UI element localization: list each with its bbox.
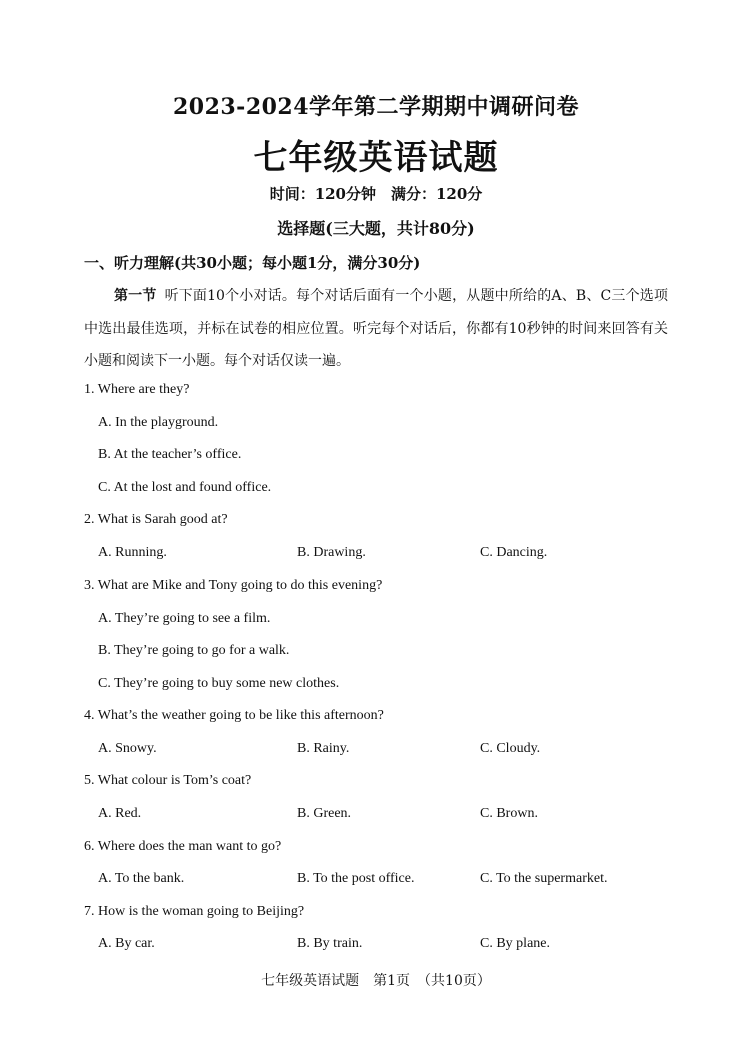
q6-option-a: A. To the bank. <box>98 871 185 886</box>
q5-option-b: B. Green. <box>297 806 352 821</box>
q7-option-b: B. By train. <box>297 936 363 951</box>
q3-option-a: A. They’re going to see a film. <box>98 611 271 626</box>
q1-option-a: A. In the playground. <box>98 415 219 430</box>
question-5: 5. What colour is Tom’s coat? <box>84 773 252 788</box>
q3-option-b: B. They’re going to go for a walk. <box>98 643 290 658</box>
section-heading: 一、听力理解(共30小题；每小题1分，满分30分) <box>84 254 421 272</box>
q6-option-c: C. To the supermarket. <box>480 871 608 886</box>
q5-option-c: C. Brown. <box>480 806 538 821</box>
q5-option-a: A. Red. <box>98 806 142 821</box>
instructions-text: 听下面10个小对话。每个对话后面有一个小题，从题中所给的A、B、C三个选项中选出最佳选项，并标在试卷的相应位置。听完每个对话后，你都有10秒钟的时间来回答有关小题和阅读下一小题。每个对话仅读一遍。 <box>84 288 668 369</box>
q2-option-a: A. Running. <box>98 545 167 560</box>
question-7: 7. How is the woman going to Beijing? <box>84 904 305 919</box>
part-title: 选择题(三大题，共计80分) <box>277 219 475 238</box>
page-footer: 七年级英语试题 第1页 （共10页） <box>261 973 491 989</box>
question-2: 2. What is Sarah good at? <box>84 512 228 527</box>
time-and-score: 时间：120分钟 满分：120分 <box>269 185 483 203</box>
section-instructions <box>84 280 668 378</box>
q1-option-b: B. At the teacher’s office. <box>98 447 242 462</box>
question-4: 4. What’s the weather going to be like this afternoon? <box>84 708 384 723</box>
q3-option-c: C. They’re going to buy some new clothes. <box>98 676 340 691</box>
part-label: 第一节 <box>114 288 157 304</box>
question-6: 6. Where does the man want to go? <box>84 839 282 854</box>
q7-option-a: A. By car. <box>98 936 155 951</box>
question-3: 3. What are Mike and Tony going to do this evening? <box>84 578 383 593</box>
q4-option-b: B. Rainy. <box>297 741 350 756</box>
exam-term-title: 2023-2024学年第二学期期中调研问卷 <box>172 94 580 120</box>
q2-option-c: C. Dancing. <box>480 545 548 560</box>
question-1: 1. Where are they? <box>84 382 190 397</box>
q1-option-c: C. At the lost and found office. <box>98 480 272 495</box>
q7-option-c: C. By plane. <box>480 936 550 951</box>
q4-option-c: C. Cloudy. <box>480 741 541 756</box>
exam-title: 七年级英语试题 <box>253 138 499 178</box>
q2-option-b: B. Drawing. <box>297 545 366 560</box>
q6-option-b: B. To the post office. <box>297 871 415 886</box>
q4-option-a: A. Snowy. <box>98 741 157 756</box>
